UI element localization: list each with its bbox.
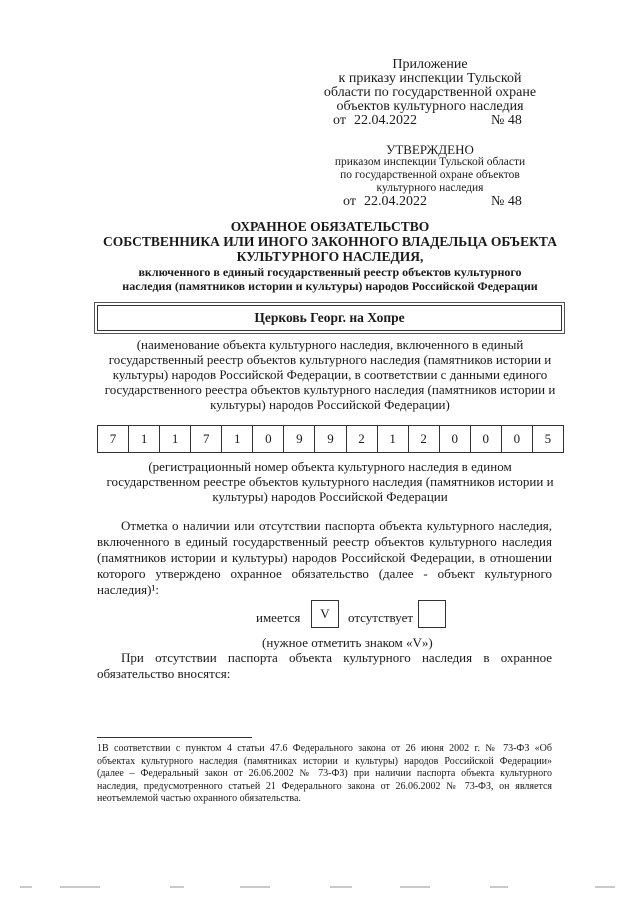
passport-absent-checkbox[interactable] [418,600,446,628]
appendix-line: объектов культурного наследия [336,99,524,114]
registration-digit: 9 [315,426,346,452]
passport-present-label: имеется [256,610,301,625]
heading-line: ОХРАННОЕ ОБЯЗАТЕЛЬСТВО [230,219,430,234]
appendix-date-prefix: от [333,113,346,128]
heading-line: СОБСТВЕННИКА ИЛИ ИНОГО ЗАКОННОГО ВЛАДЕЛЬЦА ОБЪЕКТА [103,234,557,249]
footnote-line: 1В соответствии с пунктом 4 статьи 47.6 Федерального закона от 26 июня 2002 г. № 73-ФЗ «Об [97,743,552,754]
appendix-number: № 48 [491,113,522,128]
registration-digit: 7 [98,426,129,452]
registration-digit: 1 [160,426,191,452]
registration-digit: 5 [544,431,552,446]
appendix-line: области по государственной охране [323,85,537,100]
registration-digit: 1 [129,426,160,452]
scan-artifact [330,886,352,888]
appendix-line: к приказу инспекции Тульской [338,71,522,86]
registration-digit: 1 [222,426,253,452]
footnote-line: объектах культурного наследия (памятниках истории и культуры) народов Российской Федерации» [97,755,552,767]
passport-absent-label: отсутствует [348,610,414,625]
paragraph-line: При отсутствии паспорта объекта культурного наследия в охранное [121,650,552,665]
registration-digit: 0 [440,426,471,452]
registration-digit: 0 [471,426,502,452]
registration-digit: 9 [284,426,315,452]
registration-caption: государственном реестре объектов культурного наследия (памятников истории и [106,474,554,489]
object-name-caption: (наименование объекта культурного наследия, включенного в единый [136,337,524,352]
scan-artifact [490,886,508,888]
paragraph-line: (памятников истории и культуры) народов Российской Федерации, в отношении [97,550,552,565]
approved-number: № 48 [491,194,522,209]
registration-digit: 0 [502,426,533,452]
appendix-date: 22.04.2022 [354,113,417,128]
paragraph-line: наследия)¹: [97,582,159,597]
registration-digit: 2 [409,426,440,452]
registration-digit: 1 [378,426,409,452]
paragraph-line: которого утверждено охранное обязательство (далее - объект культурного [97,566,552,581]
approved-line: по государственной охране объектов [340,169,520,181]
object-name-box [97,305,562,331]
approved-line: приказом инспекции Тульской области [334,156,526,168]
approved-line: культурного наследия [376,182,484,194]
object-name-caption: культуры) народов Российской Федерации, в соответствии с данными единого [112,367,548,382]
passport-paragraph [97,518,552,598]
approved-date: 22.04.2022 [364,194,427,209]
checkmark: V [320,606,330,621]
approved-title: УТВЕРЖДЕНО [386,142,474,157]
footnote-line: неотъемлемой частью охранного обязательства. [97,793,301,804]
scan-artifact [595,886,615,888]
scan-artifact [170,886,184,888]
paragraph-line: Отметка о наличии или отсутствии паспорта объекта культурного наследия, [121,518,552,533]
paragraph-line: обязательство вносятся: [97,666,231,681]
approved-date-prefix: от [343,194,356,209]
footnote [97,743,552,806]
footnote-line: наследия, предусмотренного статьей 21 Федерального закона от 26.06.2002 № 73-ФЗ, он является [97,780,552,792]
registration-digit: 2 [347,426,378,452]
paragraph-line: включенного в единый государственный реестр объектов культурного наследия [97,534,552,549]
appendix-title: Приложение [392,57,468,72]
registration-digit: 7 [191,426,222,452]
scan-artifact [20,886,32,888]
absence-paragraph [97,650,552,682]
passport-present-checkbox[interactable] [311,600,339,628]
object-name: Церковь Георг. на Хопре [254,310,405,325]
scan-artifact [240,886,270,888]
footnote-rule [97,737,252,738]
registration-caption: культуры) народов Российской Федерации [212,489,448,504]
passport-note: (нужное отметить знаком «V») [262,635,433,650]
heading-line: наследия (памятников истории и культуры) народов Российской Федерации [122,279,538,293]
scan-artifact [400,886,430,888]
registration-caption: (регистрационный номер объекта культурного наследия в едином [148,459,512,474]
heading-line: включенного в единый государственный реестр объектов культурного [138,265,522,279]
scan-artifact [60,886,100,888]
registration-number-grid [97,425,564,453]
footnote-line: (далее – Федеральный закон от 26.06.2002 № 73-ФЗ) при наличии паспорта объекта культурного [97,768,552,779]
object-name-caption: государственного реестра объектов культурного наследия (памятников истории и [104,382,556,397]
object-name-caption: культуры) народов Российской Федерации) [210,397,450,412]
registration-digit: 0 [253,426,284,452]
heading-line: КУЛЬТУРНОГО НАСЛЕДИЯ, [236,249,424,264]
object-name-caption: государственный реестр объектов культурного наследия (памятников истории и [108,352,552,367]
